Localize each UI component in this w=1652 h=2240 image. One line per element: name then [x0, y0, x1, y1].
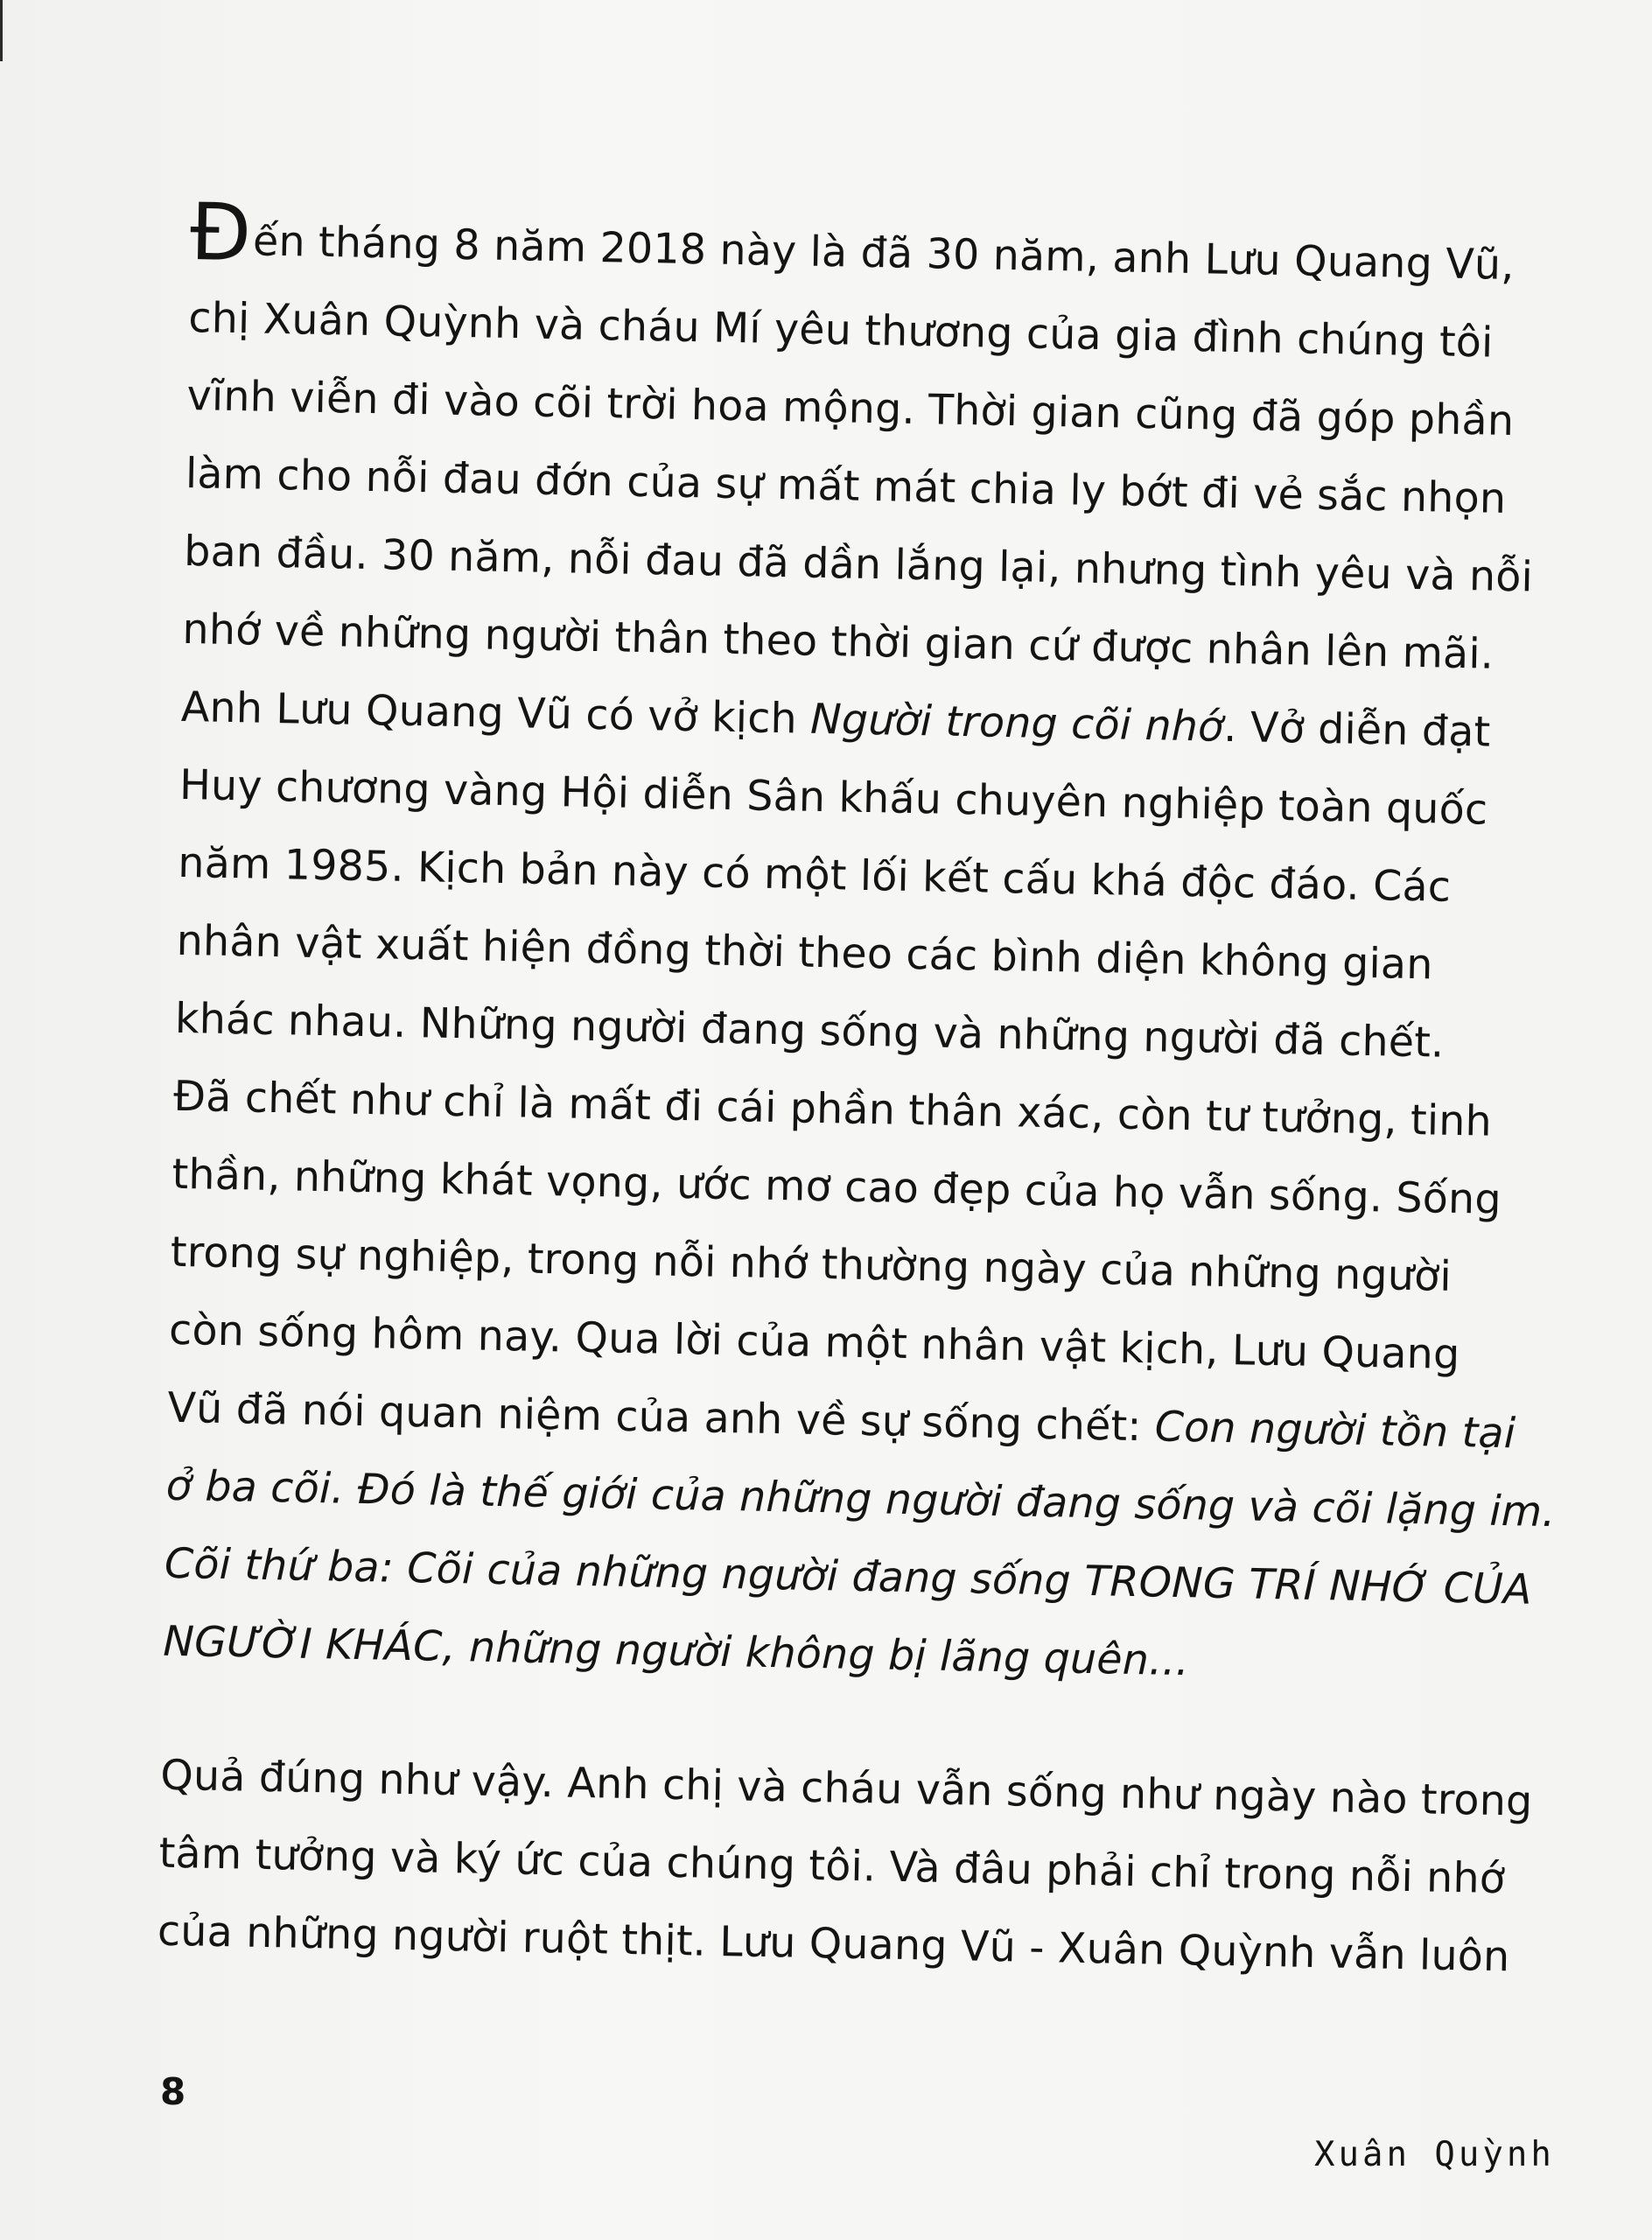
text-line: vĩnh viễn đi vào cõi trời hoa mộng. Thời gian cũng đã góp phần	[186, 371, 1515, 446]
text-line: Huy chương vàng Hội diễn Sân khấu chuyên nghiệp toàn quốc	[178, 760, 1488, 835]
text-line: Đã chết như chỉ là mất đi cái phần thân xác, còn tư tưởng, tinh	[172, 1072, 1493, 1146]
text-line: tâm tưởng và ký ức của chúng tôi. Và đâu phải chỉ trong nỗi nhớ	[158, 1829, 1506, 1904]
text-line: nhân vật xuất hiện đồng thời theo các bình diện không gian	[176, 916, 1434, 990]
text-segment: Vũ đã nói quan niệm của anh về sự sống chết:	[166, 1383, 1156, 1452]
paragraph-1	[162, 186, 1573, 1707]
text-line: chị Xuân Quỳnh và cháu Mí yêu thương của gia đình chúng tôi	[187, 293, 1494, 368]
running-footer-author: Xuân Quỳnh	[1314, 2135, 1555, 2174]
text-line: làm cho nỗi đau đớn của sự mất mát chia ly bớt đi vẻ sắc nhọn	[185, 449, 1507, 523]
quote-line: ở ba cõi. Đó là thế giới của những người đang sống và cõi lặng im.	[165, 1461, 1557, 1537]
text-segment: Anh Lưu Quang Vũ có vở kịch	[180, 682, 811, 744]
text-segment: . Vở diễn đạt	[1222, 703, 1491, 757]
quote-line: NGƯỜI KHÁC, những người không bị lãng quên...	[162, 1617, 1190, 1686]
quote-line: Cõi thứ ba: Cõi của những người đang sống TRONG TRÍ NHỚ CỦA	[164, 1539, 1533, 1614]
paragraph-2	[157, 1737, 1544, 1997]
page-number: 8	[160, 2070, 186, 2113]
text-line: nhớ về những người thân theo thời gian cứ được nhân lên mãi.	[182, 605, 1494, 679]
play-title: Người trong cõi nhớ	[809, 695, 1224, 752]
text-line: Quả đúng như vậy. Anh chị và cháu vẫn sống như ngày nào trong	[159, 1751, 1533, 1826]
text-line: của những người ruột thịt. Lưu Quang Vũ - Xuân Quỳnh vẫn luôn	[157, 1907, 1510, 1982]
text-line-content: ến tháng 8 năm 2018 này là đã 30 năm, anh Lưu Quang Vũ,	[252, 217, 1516, 290]
quote-text: Con người tồn tại	[1154, 1403, 1516, 1459]
text-line: năm 1985. Kịch bản này có một lối kết cấu khá độc đáo. Các	[177, 838, 1452, 912]
text-line: thần, những khát vọng, ước mơ cao đẹp của họ vẫn sống. Sống	[172, 1150, 1502, 1224]
page-edge-mark	[0, 0, 3, 61]
drop-cap: Đ	[189, 186, 253, 280]
body-text	[157, 186, 1573, 1997]
text-line: còn sống hôm nay. Qua lời của một nhân vật kịch, Lưu Quang	[168, 1306, 1460, 1380]
text-line: ban đầu. 30 năm, nỗi đau đã dần lắng lại, nhưng tình yêu và nỗi	[183, 527, 1534, 602]
text-line: trong sự nghiệp, trong nỗi nhớ thường ngày của những người	[170, 1228, 1452, 1301]
text-line: khác nhau. Những người đang sống và những người đã chết.	[174, 994, 1445, 1068]
